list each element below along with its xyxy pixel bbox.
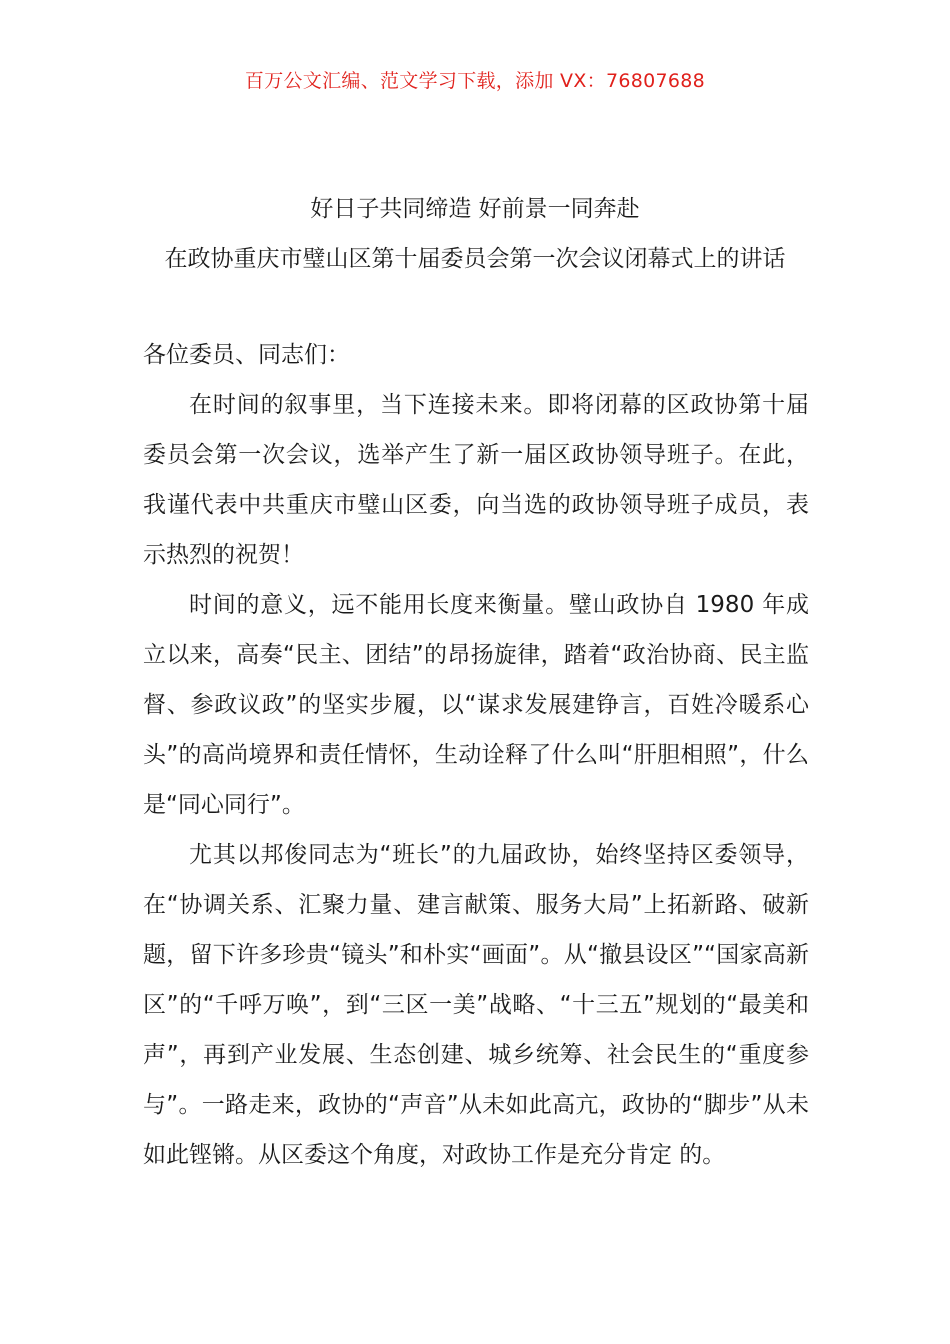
- paragraph-3: 尤其以邦俊同志为“班长”的九届政协，始终坚持区委领导， 在“协调关系、汇聚力量、建言献策、服务大局”上拓新路、破新题，留下许多珍贵“镜头”和朴实“画面”。从“撤县设区”“国家高新区”的“千呼万唤”，到“三区一美”战略、“十三五”规划的“最美和声”，再到产业发展、生态创建、城乡统筹、社会民生的“重度参与”。一路走来，政协的“声音”从未如此高亢，政协的“脚步”从未如此铿锵。从区委这个角度，对政协工作是充分肯定 的。: [143, 842, 809, 1168]
- paragraph-1: 在时间的叙事里，当下连接未来。即将闭幕的区政协第十届委员会第一次会议，选举产生了新一届区政协领导班子。在此，我谨代表中共重庆市璧山区委，向当选的政协领导班子成员，表示热烈的祝贺！: [143, 392, 809, 568]
- document-body: [143, 330, 809, 1180]
- paragraph-2: 时间的意义，远不能用长度来衡量。璧山政协自 1980 年成立以来，高奏“民主、团结”的昂扬旋律，踏着“政治协商、民主监督、参政议政”的坚实步履，以“谋求发展建铮言，百姓冷暖系心头”的高尚境界和责任情怀，生动诠释了什么叫“肝胆相照”，什么是“同心同行”。: [143, 592, 809, 818]
- document-title: 好日子共同缔造 好前景一同奔赴: [310, 196, 640, 222]
- document-subtitle: 在政协重庆市璧山区第十届委员会第一次会议闭幕式上的讲话: [164, 246, 786, 272]
- salutation: 各位委员、同志们：: [143, 342, 350, 368]
- title-block: [0, 184, 950, 284]
- watermark-header: 百万公文汇编、范文学习下载，添加 VX：76807688: [244, 70, 706, 92]
